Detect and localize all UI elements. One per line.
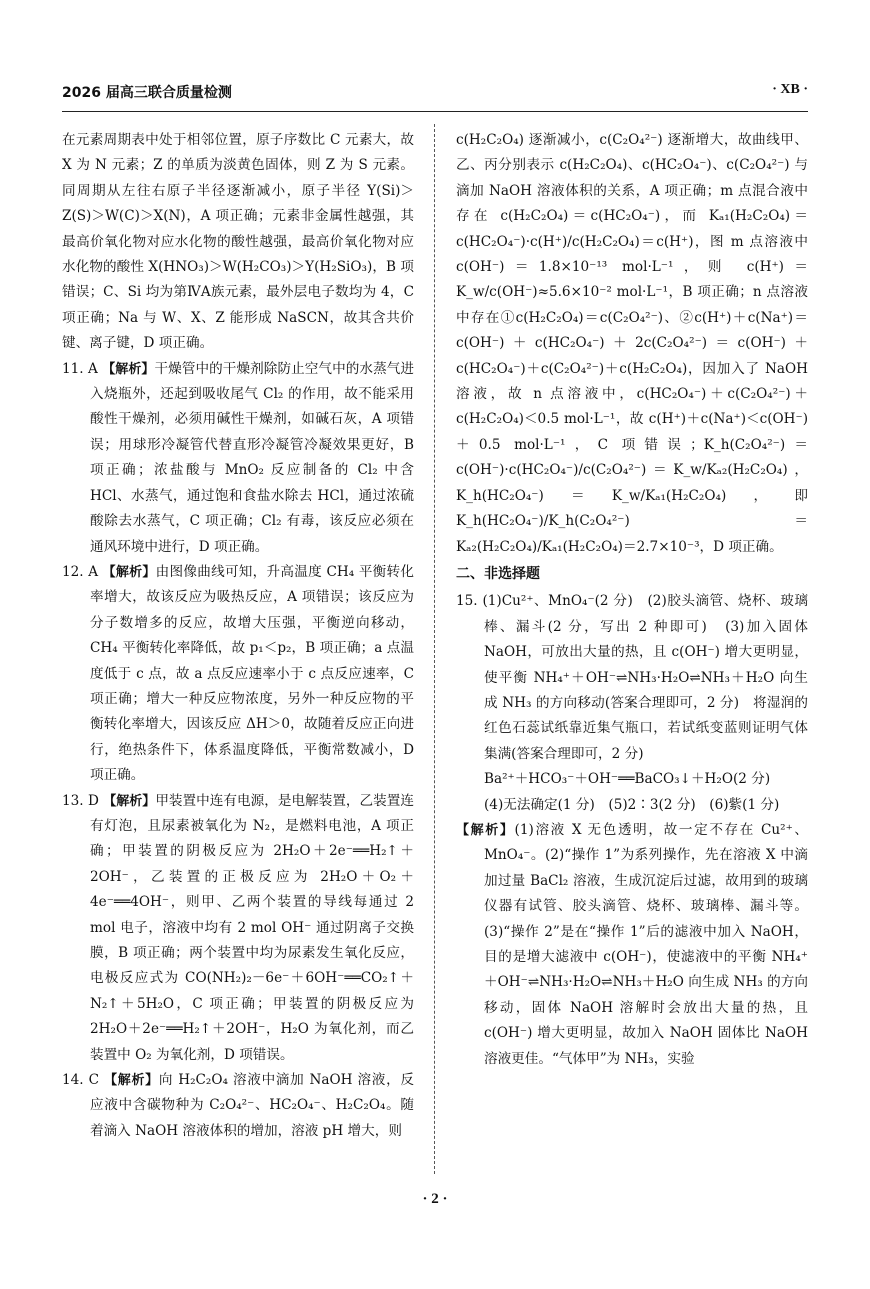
item-number: 14. C — [62, 1072, 105, 1089]
page-number: · 2 · — [422, 1191, 448, 1207]
analysis-tag: 【解析】 — [456, 822, 515, 838]
answer-item — [456, 818, 808, 1072]
answer-item — [62, 1068, 414, 1144]
analysis-tag: 【解析】 — [102, 564, 156, 580]
item-text: 向 H₂C₂O₄ 溶液中滴加 NaOH 溶液，反应液中含碳物种为 C₂O₄²⁻、HC₂O₄⁻、H₂C₂O₄。随着滴入 NaOH 溶液体积的增加，溶液 pH 增大，则 — [90, 1072, 414, 1139]
item-number: 13. D — [62, 792, 104, 809]
left-column — [62, 128, 414, 1144]
analysis-tag: 【解析】 — [103, 793, 156, 809]
item-number: 15. — [456, 593, 483, 610]
item-number: 12. A — [62, 563, 103, 580]
column-divider — [434, 124, 435, 1174]
header-rule — [62, 111, 808, 112]
answer-item — [456, 589, 808, 767]
paragraph: Ba²⁺＋HCO₃⁻＋OH⁻══BaCO₃↓＋H₂O(2 分) — [484, 771, 771, 788]
analysis-tag: 【解析】 — [102, 361, 155, 377]
section-heading: 二、非选择题 — [456, 565, 540, 582]
item-text: 由图像曲线可知，升高温度 CH₄ 平衡转化率增大，故该反应为吸热反应，A 项错误；该反应为分子数增多的反应，故增大压强，平衡逆向移动，CH₄ 平衡转化率降低，故 p₁＜p₂，B 项正确；a 点温度低于 c 点，故 a 点反应速率小于 c 点反应速率，C 项正确；增大一种反应物浓度，另外一种反应物的平衡转化率增大，因该反应 ΔH＞0，故随着反应正向进行，绝热条件下，体系温度降低，平衡常数减小，D 项正确。 — [90, 563, 414, 784]
exam-title: 2026 届高三联合质量检测 — [62, 85, 232, 101]
analysis-tag: 【解析】 — [104, 1073, 159, 1089]
paragraph: c(H₂C₂O₄) 逐渐减小，c(C₂O₄²⁻) 逐渐增大，故曲线甲、乙、丙分别表示 c(H₂C₂O₄)、c(HC₂O₄⁻)、c(C₂O₄²⁻) 与滴加 NaOH 溶液体积的关系，A 项正确；m 点混合液中存在 c(H₂C₂O₄)＝c(HC₂O₄⁻)，而 Kₐ₁(H₂C₂O₄)＝c(HC₂O₄⁻)·c(H⁺)/c(H₂C₂O₄)＝c(H⁺)，图 m 点溶液中 c(OH⁻)＝1.8×10⁻¹³ mol·L⁻¹，则 c(H⁺)＝K_w/c(OH⁻)≈5.6×10⁻² mol·L⁻¹，B 项正确；n 点溶液中存在①c(H₂C₂O₄)＝c(C₂O₄²⁻)、②c(H⁺)＋c(Na⁺)＝c(OH⁻)＋c(HC₂O₄⁻)＋2c(C₂O₄²⁻)＝c(OH⁻)＋c(HC₂O₄⁻)＋c(C₂O₄²⁻)＋c(H₂C₂O₄)，因加入了 NaOH 溶液，故 n 点溶液中，c(HC₂O₄⁻)＋c(C₂O₄²⁻)＋c(H₂C₂O₄)＜0.5 mol·L⁻¹，故 c(H⁺)＋c(Na⁺)＜c(OH⁻)＋0.5 mol·L⁻¹，C 项错误；K_h(C₂O₄²⁻)＝c(OH⁻)·c(HC₂O₄⁻)/c(C₂O₄²⁻)＝K_w/Kₐ₂(H₂C₂O₄)，K_h(HC₂O₄⁻)＝K_w/Kₐ₁(H₂C₂O₄)，即 K_h(HC₂O₄⁻)/K_h(C₂O₄²⁻)＝Kₐ₂(H₂C₂O₄)/Kₐ₁(H₂C₂O₄)＝2.7×10⁻³，D 项正确。 — [456, 132, 808, 555]
answer-item — [62, 357, 414, 560]
paragraph: 在元素周期表中处于相邻位置，原子序数比 C 元素大，故 X 为 N 元素；Z 的单质为淡黄色固体，则 Z 为 S 元素。同周期从左往右原子半径逐渐减小，原子半径 Y(Si)＞Z(S)＞W(C)＞X(N)，A 项正确；元素非金属性越强，其最高价氧化物对应水化物的酸性越强，最高价氧化物对应水化物的酸性 X(HNO₃)＞W(H₂CO₃)＞Y(H₂SiO₃)，B 项错误；C、Si 均为第ⅣA族元素，最外层电子数均为 4，C 项正确；Na 与 W、X、Z 能形成 NaSCN，故其含共价键、离子键，D 项正确。 — [62, 132, 414, 352]
item-text: 干燥管中的干燥剂除防止空气中的水蒸气进入烧瓶外，还起到吸收尾气 Cl₂ 的作用，故不能采用酸性干燥剂，必须用碱性干燥剂，如碱石灰，A 项错误；用球形冷凝管代替直形冷凝管冷凝效果更好，B 项正确；浓盐酸与 MnO₂ 反应制备的 Cl₂ 中含 HCl、水蒸气，通过饱和食盐水除去 HCl，通过浓硫酸除去水蒸气，C 项正确；Cl₂ 有毒，该反应必须在通风环境中进行，D 项正确。 — [90, 360, 414, 555]
item-text: 甲装置中连有电源，是电解装置，乙装置连有灯泡，且尿素被氧化为 N₂，是燃料电池，A 项正确；甲装置的阴极反应为 2H₂O＋2e⁻══H₂↑＋2OH⁻，乙装置的正极反应为 2H₂O＋O₂＋4e⁻══4OH⁻，则甲、乙两个装置的导线每通过 2 mol 电子，溶液中均有 2 mol OH⁻ 通过阴离子交换膜，B 项正确；两个装置中均为尿素发生氧化反应，电极反应式为 CO(NH₂)₂－6e⁻＋6OH⁻══CO₂↑＋N₂↑＋5H₂O，C 项正确；甲装置的阴极反应为 2H₂O＋2e⁻══H₂↑＋2OH⁻，H₂O 为氧化剂，而乙装置中 O₂ 为氧化剂，D 项错误。 — [90, 792, 414, 1063]
item-text: (1)Cu²⁺、MnO₄⁻(2 分) (2)胶头滴管、烧杯、玻璃棒、漏斗(2 分，写出 2 种即可) (3)加入固体 NaOH，可放出大量的热，且 c(OH⁻) 增大更明显，使平衡 NH₄⁺＋OH⁻⇌NH₃·H₂O⇌NH₃＋H₂O 向生成 NH₃ 的方向移动(答案合理即可，2 分) 将湿润的红色石蕊试纸靠近集气瓶口，若试纸变蓝则证明气体集满(答案合理即可，2 分) — [482, 593, 808, 762]
answer-item — [62, 560, 414, 789]
right-column — [456, 128, 808, 1072]
item-text: (1)溶液 X 无色透明，故一定不存在 Cu²⁺、MnO₄⁻。(2)“操作 1”为系列操作，先在溶液 X 中滴加过量 BaCl₂ 溶液，生成沉淀后过滤，故用到的玻璃仪器有试管、胶头滴管、烧杯、玻璃棒、漏斗等。(3)“操作 2”是在“操作 1”后的滤液中加入 NaOH，目的是增大滤液中 c(OH⁻)，使滤液中的平衡 NH₄⁺＋OH⁻⇌NH₃·H₂O⇌NH₃＋H₂O 向生成 NH₃ 的方向移动，固体 NaOH 溶解时会放出大量的热，且 c(OH⁻) 增大更明显，故加入 NaOH 固体比 NaOH 溶液更佳。“气体甲”为 NH₃，实验 — [484, 821, 808, 1067]
page-header — [62, 78, 808, 108]
paragraph: (4)无法确定(1 分) (5)2∶3(2 分) (6)紫(1 分) — [484, 796, 780, 813]
item-number: 11. A — [62, 360, 103, 377]
edition-mark: · XB · — [772, 82, 808, 97]
answer-item — [62, 789, 414, 1068]
